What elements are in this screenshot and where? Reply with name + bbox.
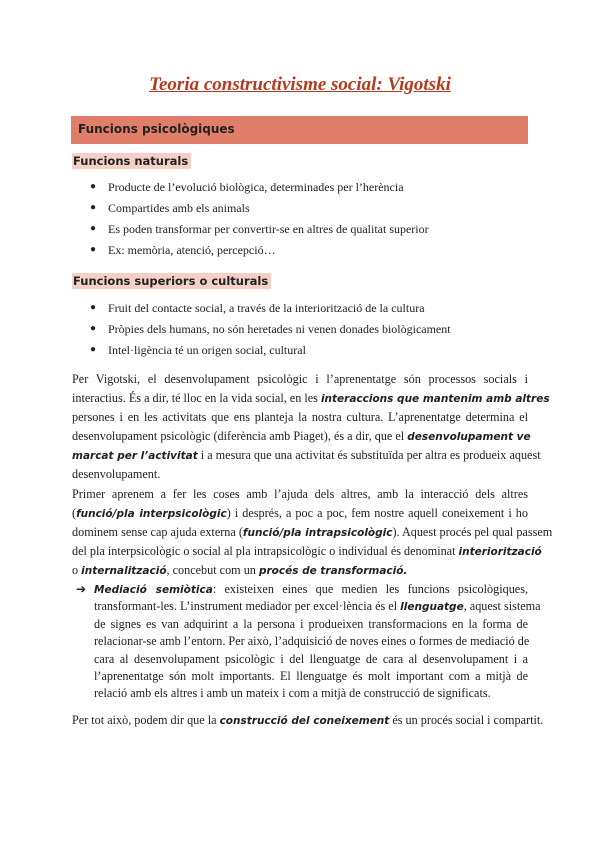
- page-title: Teoria constructivisme social: Vigotski: [149, 74, 451, 95]
- document-page: Teoria constructivisme social: Vigotski Funcions psicològiques Funcions naturals ● Producte de l’evolució biològica, determinades per l’herència ● Compartides amb els animals ● Es poden transformar per convertir-se en altres de qualitat superior ● Ex: memòria, atenció, percepció… Funcions superiors o culturals ● Fruit del contacte social, a través de la interiorització de la cultura ● Pròpies dels humans, no són heretades ni venen donades biològicament ● Intel·ligència té un origen social, cultural Per Vigotski, el desenvolupament psicològic i l’aprenentatge són processos socials i interactius. És a dir, té lloc en la vida social, en les interaccions que mantenim amb altres persones i en les activitats que ens planteja la nostra cultura. L’aprenentatge determina el desenvolupament psicològic (diferència amb Piaget), és a dir, que el desenvolupament ve marcat per l’activitat i a mesura que una activitat és substituïda per altra es produeix aquest desenvolupament. Primer aprenem a fer les coses amb l’ajuda dels altres, amb la interacció dels altres (funció/pla interpsicològic) i després, a poc a poc, fem nostre aquell coneixement i ho dominem sense cap ajuda externa (funció/pla intrapsicològic). Aquest procés pel qual passem del pla interpsicològic o social al pla intrapsicològic o individual és denominat interiorització o internalització, concebut com un procés de transformació. ➔ Mediació semiòtica: existeixen eines que medien les funcions psicològiques, transformant-les. L’instrument mediador per excel·lència és el llenguatge, aquest sistema de signes es van adquirint a la persona i produeixen transformacions en la forma de relacionar-se amb l’entorn. Per això, l’adquisició de noves eines o formes de mediació de cara al desenvolupament psicològic i del llenguatge de cara al desenvolupament i a l’aprenentatge són molt importants. El llenguatge és molt important com a mitjà de relació amb els altres i amb un mateix i com a mitjà de construcció de significats. Per tot això, podem dir que la construcció del coneixement és un procés social i compartit.: [0, 0, 600, 848]
- emphasis: procés de transformació.: [258, 565, 408, 577]
- section-banner: [71, 116, 528, 144]
- bullet-icon: ●: [90, 202, 97, 213]
- emphasis: llenguatge: [400, 601, 464, 614]
- natural-heading: Funcions naturals: [72, 153, 191, 169]
- paragraph-vigotski: Per Vigotski, el desenvolupament psicològic i l’aprenentatge són processos socials i interactius. És a dir, té lloc en la vida social, en les interaccions que mantenim amb altres persones i en les activitats que ens planteja la nostra cultura. L’aprenentatge determina el desenvolupament psicològic (diferència amb Piaget), és a dir, que el desenvolupament ve marcat per l’activitat i a mesura que una activitat és substituïda per altra es produeix aquest desenvolupament.: [72, 372, 550, 481]
- bullet-icon: ●: [90, 302, 97, 313]
- bullet-icon: ●: [90, 223, 97, 234]
- arrow-icon: ➔: [76, 582, 87, 596]
- emphasis: internalització: [81, 565, 167, 577]
- bullet-icon: ●: [90, 323, 97, 334]
- emphasis: funció/pla intrapsicològic: [242, 527, 393, 539]
- bullet-icon: ●: [90, 181, 97, 192]
- superior-heading: Funcions superiors o culturals: [72, 273, 271, 289]
- bullet-icon: ●: [90, 244, 97, 255]
- emphasis: funció/pla interpsicològic: [76, 508, 227, 520]
- emphasis: marcat per l’activitat: [72, 450, 198, 462]
- paragraph-conclusion: Per tot això, podem dir que la construcció del coneixement és un procés social i compartit.: [72, 713, 544, 727]
- paragraph-interiorization: Primer aprenem a fer les coses amb l’ajuda dels altres, amb la interacció dels altres (funció/pla interpsicològic) i després, a poc a poc, fem nostre aquell coneixement i ho dominem sense cap ajuda externa (funció/pla intrapsicològic). Aquest procés pel qual passem del pla interpsicològic o social al pla intrapsicològic o individual és denominat interiorització o internalització, concebut com un procés de transformació.: [72, 487, 553, 577]
- emphasis: construcció del coneixement: [219, 715, 390, 727]
- emphasis: Mediació semiòtica: [94, 584, 213, 596]
- emphasis: desenvolupament ve: [407, 431, 531, 443]
- paragraph-mediation: ➔ Mediació semiòtica: existeixen eines que medien les funcions psicològiques, transformant-les. L’instrument mediador per excel·lència és el llenguatge, aquest sistema de signes es van adquirint a la persona i produeixen transformacions en la forma de relacionar-se amb l’entorn. Per això, l’adquisició de noves eines o formes de mediació de cara al desenvolupament psicològic i del llenguatge de cara al desenvolupament i a l’aprenentatge són molt importants. El llenguatge és molt important com a mitjà de relació amb els altres i amb un mateix i com a mitjà de construcció de significats.: [76, 582, 541, 701]
- bullet-icon: ●: [90, 344, 97, 355]
- emphasis: interaccions que mantenim amb altres: [320, 393, 550, 405]
- emphasis: interiorització: [458, 546, 542, 558]
- section-heading: Funcions psicològiques: [78, 122, 235, 136]
